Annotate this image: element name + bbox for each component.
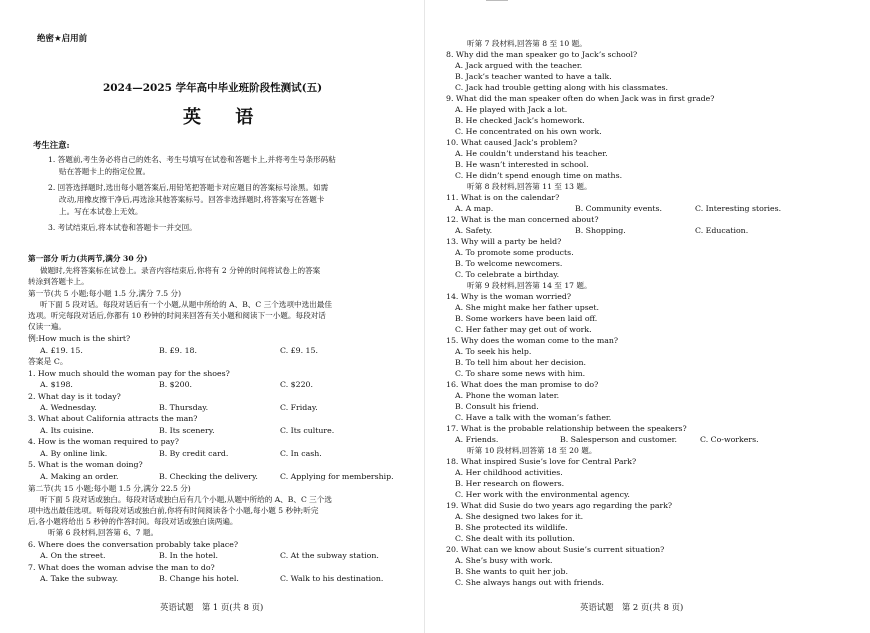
option: A. On the street. [40,551,106,560]
option: A. $198. [40,380,73,389]
option: B. Shopping. [575,226,626,235]
option: C. To share some news with him. [455,369,586,378]
option: B. Salesperson and customer. [560,435,678,444]
option: B. He checked Jack’s homework. [455,116,585,125]
option: A. He played with Jack a lot. [455,105,568,114]
option: C. He concentrated on his own work. [455,127,602,136]
option: C. In cash. [280,449,322,458]
option: C. To celebrate a birthday. [455,270,560,279]
question-4: 4. How is the woman required to pay? [28,437,179,446]
question-20: 20. What can we know about Susie’s current situation? [446,545,665,554]
option: B. Change his hotel. [159,574,239,583]
question-5: 5. What is the woman doing? [28,460,143,469]
note-line: 2. 回答选择题时,选出每小题答案后,用铅笔把答题卡对应题目的答案标号涂黑。如需 [48,183,329,192]
note-line: 3. 考试结束后,将本试卷和答题卡一并交回。 [48,223,197,232]
option: C. She dealt with its pollution. [455,534,575,543]
option: A. Safety. [455,226,493,235]
question-1: 1. How much should the woman pay for the shoes? [28,369,230,378]
option: B. Thursday. [159,403,209,412]
note-line: 上。写在本试卷上无效。 [59,207,143,216]
option: A. Wednesday. [40,403,97,412]
option: C. $220. [280,380,313,389]
material-10: 听第 10 段材料,回答第 18 至 20 题。 [467,446,597,455]
option: C. She always hangs out with friends. [455,578,604,587]
material-8: 听第 8 段材料,回答第 11 至 13 题。 [467,182,592,191]
option: B. Its scenery. [159,426,215,435]
option: A. Jack argued with the teacher. [455,61,583,70]
example-question: 例:How much is the shirt? [28,334,131,343]
option: C. Walk to his destination. [280,574,384,583]
page-footer-left: 英语试题 第 1 页(共 8 页) [160,602,264,612]
part1-intro: 转涂到答题卡上。 [28,277,89,286]
section1-instructions: 听下面 5 段对话。每段对话后有一个小题,从题中所给的 A、B、C 三个选项中选出最佳 [40,300,332,309]
example-answer: 答案是 C。 [28,357,68,366]
option: C. Have a talk with the woman’s father. [455,413,612,422]
option: A. Take the subway. [40,574,119,583]
option: A. To promote some products. [455,248,574,257]
section1-heading: 第一节(共 5 小题;每小题 1.5 分,满分 7.5 分) [28,289,182,298]
option: A. By online link. [40,449,108,458]
option: B. Checking the delivery. [159,472,258,481]
part1-intro: 做题时,先将答案标在试卷上。录音内容结束后,你将有 2 分钟的时间将试卷上的答案 [40,266,321,275]
question-3: 3. What about California attracts the man? [28,414,198,423]
confidential-mark: 绝密★启用前 [37,34,88,44]
section2-instructions: 后,各小题将给出 5 秒钟的作答时间。每段对话或独白读两遍。 [28,517,238,526]
option: B. Jack’s teacher wanted to have a talk. [455,72,612,81]
option: B. Community events. [575,204,662,213]
question-18: 18. What inspired Susie’s love for Central Park? [446,457,637,466]
section1-instructions: 仅读一遍。 [28,322,66,331]
option: C. Her work with the environmental agency. [455,490,630,499]
page-divider [424,0,425,633]
question-14: 14. Why is the woman worried? [446,292,572,301]
question-8: 8. Why did the man speaker go to Jack’s school? [446,50,638,59]
question-16: 16. What does the man promise to do? [446,380,599,389]
example-option: A. £19. 15. [40,346,83,355]
section2-instructions: 项中选出最佳选项。听每段对话或独白前,你将有时间阅读各个小题,每小题 5 秒钟;听完 [28,506,319,515]
question-15: 15. Why does the woman come to the man? [446,336,619,345]
option: C. Co-workers. [700,435,759,444]
option: C. Applying for membership. [280,472,394,481]
option: C. Friday. [280,403,318,412]
option: B. She wants to quit her job. [455,567,568,576]
option: C. At the subway station. [280,551,379,560]
section1-instructions: 选项。听完每段对话后,你都有 10 秒钟的时间来回答有关小题和阅读下一小题。每段对话 [28,311,326,320]
question-17: 17. What is the probable relationship between the speakers? [446,424,687,433]
option: A. A map. [455,204,494,213]
section2-heading: 第二节(共 15 小题;每小题 1.5 分,满分 22.5 分) [28,484,191,493]
page-footer-right: 英语试题 第 2 页(共 8 页) [580,602,684,612]
section2-instructions: 听下面 5 段对话或独白。每段对话或独白后有几个小题,从题中所给的 A、B、C 三个选 [40,495,332,504]
note-line: 贴在答题卡上的指定位置。 [59,167,151,176]
material-7: 听第 7 段材料,回答第 8 至 10 题。 [467,39,587,48]
question-9: 9. What did the man speaker often do when Jack was in first grade? [446,94,715,103]
option: B. Some workers have been laid off. [455,314,598,323]
note-line: 1. 答题前,考生务必将自己的姓名、考生号填写在试卷和答题卡上,并将考生号条形码粘 [48,155,336,164]
option: C. Its culture. [280,426,335,435]
option: C. He didn’t spend enough time on maths. [455,171,623,180]
option: C. Jack had trouble getting along with his classmates. [455,83,669,92]
example-option: B. £9. 18. [159,346,197,355]
question-13: 13. Why will a party be held? [446,237,562,246]
option: A. Making an order. [40,472,119,481]
example-option: C. £9. 15. [280,346,318,355]
option: B. He wasn’t interested in school. [455,160,589,169]
material-6: 听第 6 段材料,回答第 6、7 题。 [48,528,159,537]
option: A. She’s busy with work. [455,556,553,565]
note-line: 改动,用橡皮擦干净后,再选涂其他答案标号。回答非选择题时,将答案写在答题卡 [59,195,325,204]
option: B. By credit card. [159,449,229,458]
top-edge-mark [486,0,508,1]
option: B. Consult his friend. [455,402,539,411]
option: B. To welcome newcomers. [455,259,563,268]
question-6: 6. Where does the conversation probably take place? [28,540,239,549]
option: A. Friends. [455,435,499,444]
question-12: 12. What is the man concerned about? [446,215,599,224]
option: B. In the hotel. [159,551,218,560]
option: C. Education. [695,226,749,235]
exam-title: 2024—2025 学年高中毕业班阶段性测试(五) [103,82,323,94]
option: A. He couldn’t understand his teacher. [455,149,608,158]
option: B. To tell him about her decision. [455,358,587,367]
part1-heading: 第一部分 听力(共两节,满分 30 分) [28,254,148,263]
option: C. Interesting stories. [695,204,782,213]
material-9: 听第 9 段材料,回答第 14 至 17 题。 [467,281,592,290]
option: B. $200. [159,380,193,389]
option: C. Her father may get out of work. [455,325,592,334]
option: B. Her research on flowers. [455,479,565,488]
question-7: 7. What does the woman advise the man to do? [28,563,215,572]
notes-heading: 考生注意: [33,140,70,150]
subject-title: 英 语 [183,107,268,128]
option: A. To seek his help. [455,347,532,356]
option: A. Her childhood activities. [455,468,563,477]
option: B. She protected its wildlife. [455,523,568,532]
question-10: 10. What caused Jack’s problem? [446,138,578,147]
question-2: 2. What day is it today? [28,392,121,401]
option: A. Its cuisine. [40,426,94,435]
question-19: 19. What did Susie do two years ago regarding the park? [446,501,673,510]
option: A. Phone the woman later. [455,391,560,400]
option: A. She designed two lakes for it. [455,512,584,521]
option: A. She might make her father upset. [455,303,600,312]
question-11: 11. What is on the calendar? [446,193,560,202]
